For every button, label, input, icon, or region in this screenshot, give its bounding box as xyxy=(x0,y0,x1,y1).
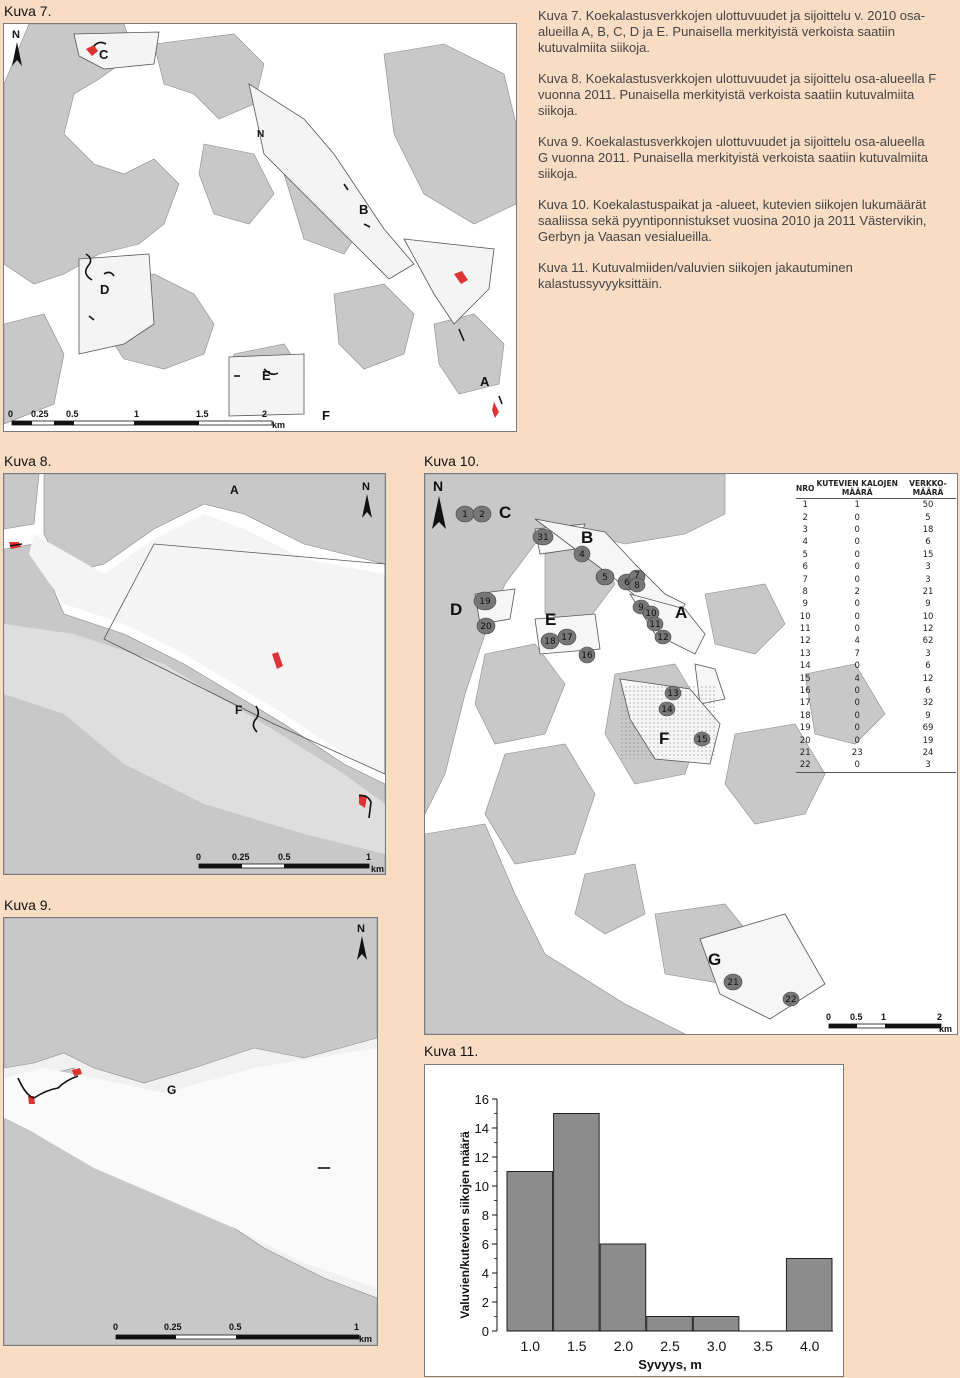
map8-label-a: A xyxy=(230,483,239,497)
x-tick-label: 1.0 xyxy=(520,1338,541,1354)
y-tick-label: 0 xyxy=(481,1324,489,1339)
x-tick-label: 2.0 xyxy=(613,1338,634,1354)
svg-text:1: 1 xyxy=(134,409,140,419)
table-cell: 11 xyxy=(799,624,811,635)
table-cell: 3 xyxy=(925,574,931,585)
site-6: 6 xyxy=(624,578,630,588)
svg-text:N: N xyxy=(433,478,444,494)
x-tick-label: 3.0 xyxy=(706,1338,727,1354)
table-row xyxy=(796,660,956,672)
table-cell: 6 xyxy=(925,686,931,697)
table-cell: 22 xyxy=(799,760,811,771)
site-20: 20 xyxy=(480,622,492,632)
table-row xyxy=(796,672,956,684)
table-cell: 12 xyxy=(922,624,934,635)
table-cell: 9 xyxy=(925,710,931,721)
table-cell: 7 xyxy=(854,648,860,659)
table-cell: 14 xyxy=(799,661,811,672)
table-cell: 1 xyxy=(802,500,808,511)
table-cell: 5 xyxy=(925,512,931,523)
map-kuva9 xyxy=(3,917,378,1346)
kuva7-label: Kuva 7. xyxy=(4,3,52,19)
map10-label-c: C xyxy=(499,503,512,522)
svg-text:N: N xyxy=(12,29,20,41)
table-cell: 0 xyxy=(854,574,860,585)
kuva11-label: Kuva 11. xyxy=(424,1043,479,1059)
svg-text:0.5: 0.5 xyxy=(229,1322,242,1332)
svg-text:0.5: 0.5 xyxy=(850,1012,863,1022)
table-cell: 21 xyxy=(922,586,934,597)
svg-text:2: 2 xyxy=(262,409,268,419)
table-row xyxy=(796,586,956,598)
y-tick-label: 6 xyxy=(481,1237,489,1252)
table-cell: 3 xyxy=(802,524,808,535)
y-axis-title: Valuvien/kutevien siikojen määrä xyxy=(458,1131,472,1319)
table-cell: 0 xyxy=(854,549,860,560)
table-cell: 21 xyxy=(799,748,811,758)
svg-text:km: km xyxy=(371,864,385,874)
map7-label-e: E xyxy=(262,368,271,383)
svg-text:0.25: 0.25 xyxy=(31,409,49,419)
map7-label-f: F xyxy=(322,408,330,423)
site-5: 5 xyxy=(602,573,608,583)
table-row xyxy=(796,499,956,512)
table-cell: 9 xyxy=(925,599,931,610)
catch-table xyxy=(796,478,956,773)
y-tick-label: 14 xyxy=(474,1121,489,1136)
site-19: 19 xyxy=(479,597,491,607)
site-15: 15 xyxy=(696,735,708,745)
table-cell: 12 xyxy=(922,673,934,684)
table-cell: 2 xyxy=(854,586,860,597)
kuva10-label: Kuva 10. xyxy=(424,453,480,469)
svg-text:km: km xyxy=(359,1334,373,1344)
y-tick-label: 12 xyxy=(474,1150,489,1165)
site-11: 11 xyxy=(649,620,661,630)
table-cell: 50 xyxy=(922,500,934,511)
table-cell: 62 xyxy=(922,636,934,647)
table-row xyxy=(796,747,956,759)
table-cell: 3 xyxy=(925,760,931,771)
table-cell: 0 xyxy=(854,710,860,721)
map10-label-b: B xyxy=(581,528,594,547)
caption-kuva7: Kuva 7. Koekalastusverkkojen ulottuvuudet ja sijoittelu v. 2010 osa-alueilla A, B, C, D ja E. Punaisella merkityistä verkoista saatiin kutuvalmiita siikoja. xyxy=(538,8,926,55)
table-cell: 0 xyxy=(854,537,860,548)
map7-label-a: A xyxy=(480,374,490,389)
caption-kuva8: Kuva 8. Koekalastusverkkojen ulottuvuudet ja sijoittelu osa-alueella F vuonna 2011. Punaisella merkityistä verkoista saatiin kutuvalmiita siikoja. xyxy=(538,71,937,118)
site-9: 9 xyxy=(638,603,644,613)
table-cell: 23 xyxy=(851,748,863,758)
table-row xyxy=(796,561,956,573)
table-cell: 0 xyxy=(854,624,860,635)
y-tick-label: 10 xyxy=(474,1179,489,1194)
table-cell: 15 xyxy=(799,673,811,684)
site-4: 4 xyxy=(579,550,585,560)
table-cell: 18 xyxy=(922,524,934,535)
bar xyxy=(554,1114,600,1332)
table-cell: 0 xyxy=(854,723,860,734)
x-tick-label: 3.5 xyxy=(753,1338,773,1354)
x-tick-label: 1.5 xyxy=(567,1338,587,1354)
map7-label-b: B xyxy=(359,202,369,217)
table-cell: 12 xyxy=(799,636,811,647)
svg-text:1: 1 xyxy=(366,852,372,862)
table-row xyxy=(796,524,956,536)
map7-label-c: C xyxy=(99,47,109,62)
svg-text:1: 1 xyxy=(354,1322,360,1332)
scale-bar-kuva10 xyxy=(826,1012,952,1034)
site-10: 10 xyxy=(645,609,657,619)
table-cell: 0 xyxy=(854,735,860,746)
x-tick-label: 4.0 xyxy=(799,1338,820,1354)
site-16: 16 xyxy=(581,651,593,661)
chart-kuva11 xyxy=(424,1064,844,1377)
table-cell: 9 xyxy=(802,599,808,610)
svg-text:0.25: 0.25 xyxy=(232,852,250,862)
site-12: 12 xyxy=(657,633,669,643)
table-cell: 3 xyxy=(925,562,931,573)
table-cell: 3 xyxy=(925,648,931,659)
table-cell: 6 xyxy=(802,562,808,573)
table-cell: 1 xyxy=(854,500,860,511)
svg-text:N: N xyxy=(357,923,365,935)
svg-text:1.5: 1.5 xyxy=(196,409,209,419)
y-tick-label: 16 xyxy=(474,1092,489,1107)
svg-text:km: km xyxy=(272,420,286,430)
table-cell: 32 xyxy=(922,698,934,709)
map10-label-f: F xyxy=(659,729,670,748)
svg-text:1: 1 xyxy=(881,1012,887,1022)
table-cell: 0 xyxy=(854,524,860,535)
y-tick-label: 8 xyxy=(481,1208,489,1223)
table-cell: 0 xyxy=(854,611,860,622)
site-14: 14 xyxy=(661,705,673,715)
table-row xyxy=(796,549,956,561)
bar xyxy=(647,1317,693,1332)
site-1: 1 xyxy=(462,510,468,520)
table-cell: 0 xyxy=(854,562,860,573)
table-cell: 10 xyxy=(799,611,811,622)
svg-text:2: 2 xyxy=(937,1012,943,1022)
table-cell: 6 xyxy=(925,661,931,672)
svg-text:0.25: 0.25 xyxy=(164,1322,182,1332)
table-row xyxy=(796,573,956,585)
table-row xyxy=(796,598,956,610)
table-cell: 0 xyxy=(854,698,860,709)
table-row xyxy=(796,697,956,709)
site-17: 17 xyxy=(561,633,573,643)
table-cell: 17 xyxy=(799,698,811,709)
table-cell: 15 xyxy=(922,549,934,560)
caption-kuva10: Kuva 10. Koekalastuspaikat ja -alueet, kutevien siikojen lukumäärät saaliissa sekä pyyntiponnistukset vuosina 2010 ja 2011 Västervikin, Gerbyn ja Vaasan vesialueilla. xyxy=(538,197,927,244)
site-13: 13 xyxy=(667,689,679,699)
table-cell: 18 xyxy=(799,710,811,721)
table-row xyxy=(796,759,956,772)
table-row xyxy=(796,611,956,623)
caption-kuva9: Kuva 9. Koekalastusverkkojen ulottuvuudet ja sijoittelu osa-alueella G vuonna 2011. Punaisella merkityistä verkoista saatiin kutuvalmiita siikoja. xyxy=(538,134,928,181)
svg-text:0: 0 xyxy=(8,409,14,419)
site-21: 21 xyxy=(727,978,739,988)
map-kuva8 xyxy=(3,473,386,875)
caption-kuva11: Kuva 11. Kutuvalmiiden/valuvien siikojen jakautuminen kalastussyvyyksittäin. xyxy=(538,260,853,291)
table-cell: 0 xyxy=(854,661,860,672)
table-cell: 0 xyxy=(854,599,860,610)
map10-label-a: A xyxy=(675,603,688,622)
map7-label-d: D xyxy=(100,282,110,297)
table-row xyxy=(796,685,956,697)
table-cell: 8 xyxy=(802,586,808,597)
table-cell: 19 xyxy=(799,723,811,734)
table-row xyxy=(796,648,956,660)
table-cell: 19 xyxy=(922,735,934,746)
map8-label-f: F xyxy=(235,703,243,717)
table-cell: 4 xyxy=(854,636,860,647)
svg-text:0.5: 0.5 xyxy=(278,852,291,862)
table-row xyxy=(796,623,956,635)
map9-label-g: G xyxy=(167,1083,177,1097)
site-22: 22 xyxy=(785,995,797,1005)
y-tick-label: 4 xyxy=(481,1266,489,1281)
svg-text:0: 0 xyxy=(113,1322,119,1332)
table-header-kutevien: KUTEVIEN KALOJEN MÄÄRÄ xyxy=(816,479,898,497)
caption-block xyxy=(538,8,938,307)
svg-text:km: km xyxy=(939,1024,953,1034)
site-18: 18 xyxy=(544,637,556,647)
histogram-svg xyxy=(425,1065,843,1376)
table-cell: 69 xyxy=(922,723,934,734)
site-8: 8 xyxy=(634,581,640,591)
table-cell: 0 xyxy=(854,512,860,523)
table-cell: 16 xyxy=(799,686,811,697)
table-cell: 2 xyxy=(802,512,808,523)
table-row xyxy=(796,511,956,523)
table-cell: 7 xyxy=(802,574,808,585)
x-tick-label: 2.5 xyxy=(660,1338,680,1354)
table-header-verkko: VERKKO-MÄÄRÄ xyxy=(909,479,947,497)
table-row xyxy=(796,722,956,734)
bar xyxy=(507,1172,553,1332)
x-axis-title: Syvyys, m xyxy=(638,1357,702,1372)
table-cell: 6 xyxy=(925,537,931,548)
bar xyxy=(786,1259,832,1332)
table-row xyxy=(796,734,956,746)
table-cell: 4 xyxy=(802,537,808,548)
map10-label-d: D xyxy=(450,600,463,619)
table-cell: 24 xyxy=(922,748,934,758)
table-row xyxy=(796,710,956,722)
svg-text:0: 0 xyxy=(826,1012,832,1022)
site-31: 31 xyxy=(537,533,549,543)
site-7: 7 xyxy=(634,571,640,581)
svg-text:N: N xyxy=(362,481,370,493)
bar xyxy=(693,1317,739,1332)
bar xyxy=(600,1244,646,1331)
table-cell: 0 xyxy=(854,686,860,697)
table-cell: 13 xyxy=(799,648,811,659)
map-kuva7 xyxy=(3,23,517,432)
table-cell: 0 xyxy=(854,760,860,771)
site-2: 2 xyxy=(479,510,485,520)
map10-label-e: E xyxy=(545,610,557,629)
kuva8-label: Kuva 8. xyxy=(4,453,52,469)
table-cell: 10 xyxy=(922,611,934,622)
map7-label-n2: N xyxy=(257,129,265,140)
table-cell: 20 xyxy=(799,735,811,746)
table-row xyxy=(796,536,956,548)
svg-text:0.5: 0.5 xyxy=(66,409,79,419)
table-row xyxy=(796,635,956,647)
y-tick-label: 2 xyxy=(481,1295,489,1310)
map10-label-g: G xyxy=(708,950,722,969)
table-cell: 4 xyxy=(854,673,860,684)
table-header-nro: NRO xyxy=(796,483,815,493)
kuva9-label: Kuva 9. xyxy=(4,897,52,913)
svg-text:0: 0 xyxy=(196,852,202,862)
table-cell: 5 xyxy=(802,549,808,560)
